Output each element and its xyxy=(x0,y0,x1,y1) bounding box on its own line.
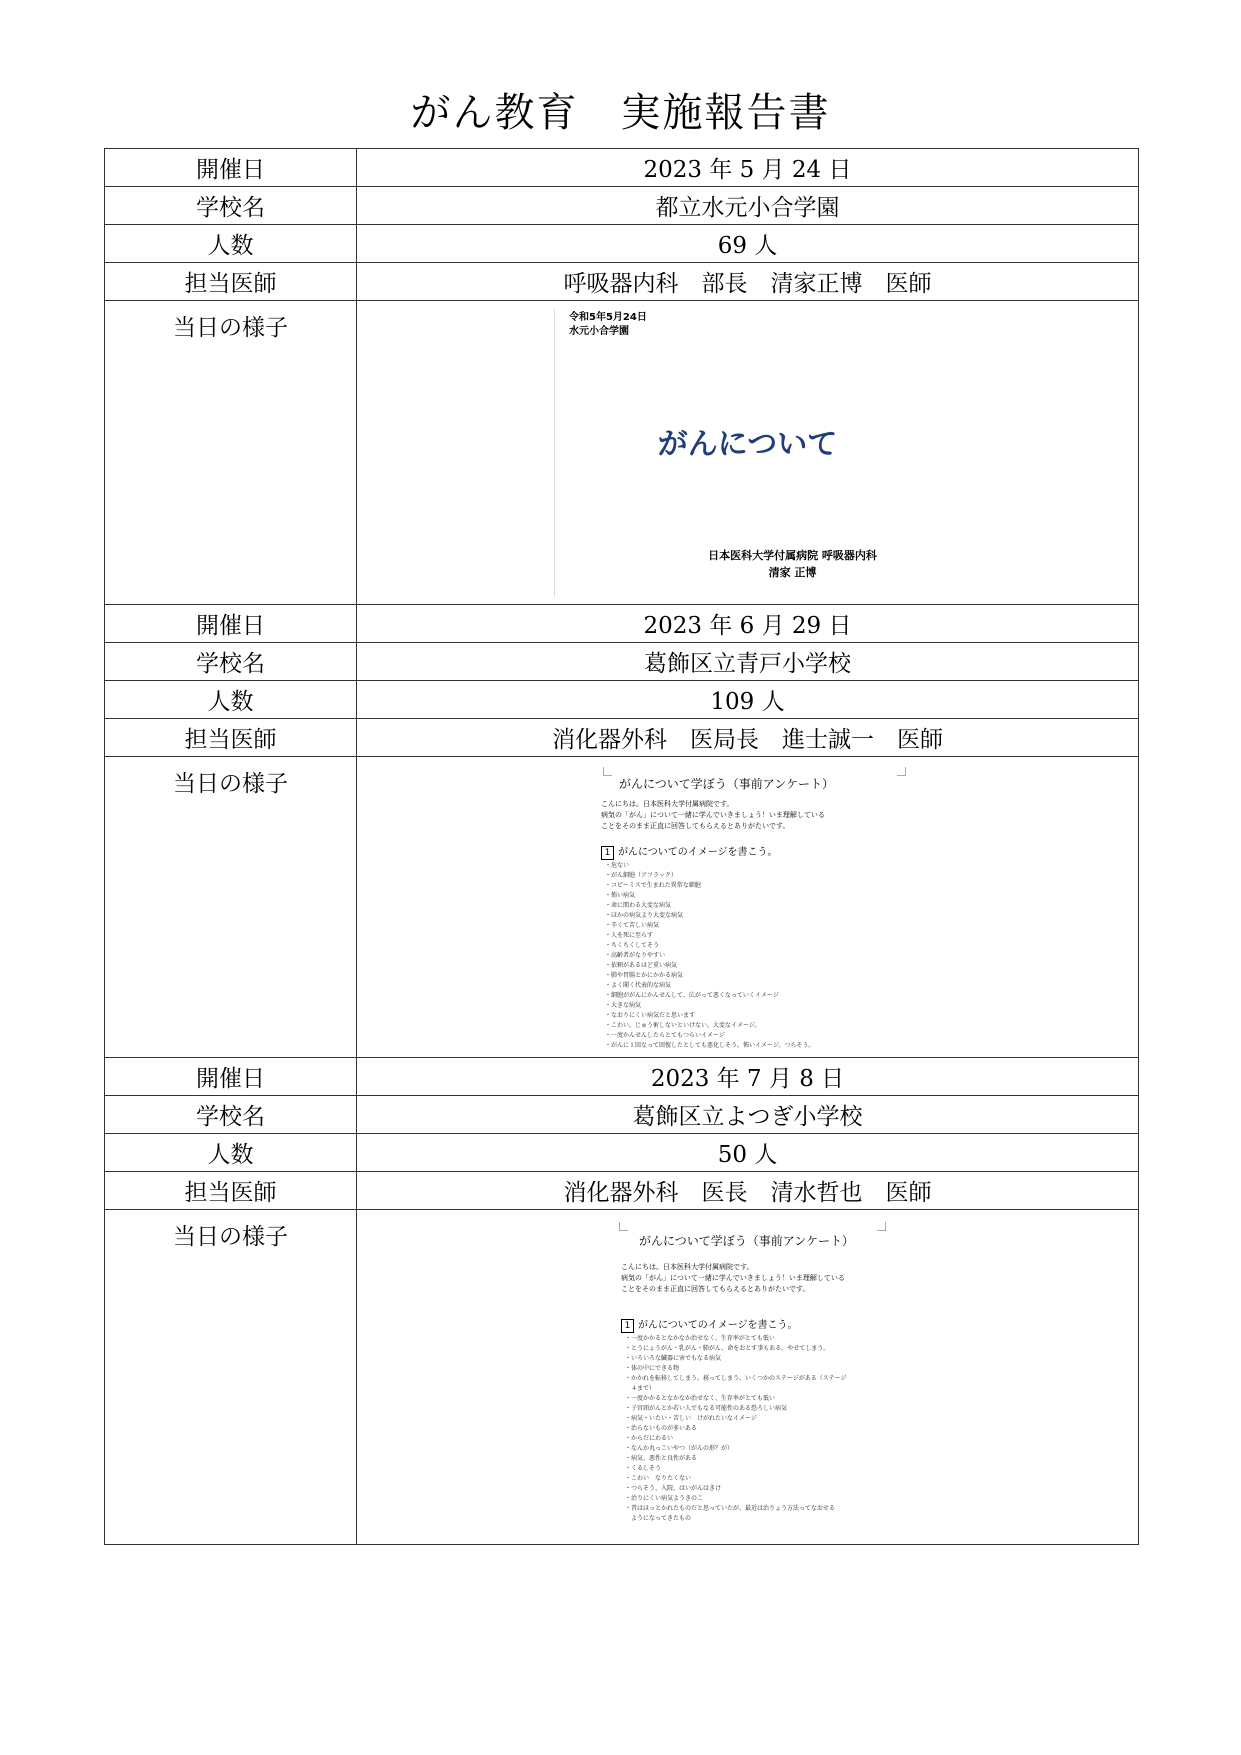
list-item: ・ちくちくしてそう xyxy=(605,942,660,949)
label-situation: 当日の様子 xyxy=(105,757,357,1058)
situation-image-2 xyxy=(357,757,1139,1058)
label-count: 人数 xyxy=(105,1134,357,1172)
table-row-doctor-2 xyxy=(105,719,1139,757)
question-number: 1 xyxy=(621,1319,634,1333)
list-item: ・高齢者がなりやすい xyxy=(605,952,666,959)
survey-intro-line: こんにちは。日本医科大学付属病院です。 xyxy=(601,800,734,808)
title-slide xyxy=(357,301,1138,604)
list-item: ・がんに１回なって回復したとしても悪化しそう。怖いイメージ。つらそう。 xyxy=(605,1042,815,1049)
list-item: ・人を死に至らす xyxy=(605,932,654,939)
table-row-school-3 xyxy=(105,1096,1139,1134)
list-item: ・コピーミスで生まれた異常な細胞 xyxy=(605,882,701,889)
table-row-school-2 xyxy=(105,643,1139,681)
table-row-count-1 xyxy=(105,225,1139,263)
value-date-1: 2023 年 5 月 24 日 xyxy=(357,149,1139,187)
list-item: ・つらそう、入院、はいがんはきけ xyxy=(625,1485,722,1492)
slide-affiliation: 日本医科大学付属病院 呼吸器内科 xyxy=(708,549,877,562)
slide-title: がんについて xyxy=(657,427,838,462)
table-row-situation-3 xyxy=(105,1210,1139,1545)
list-item: ・からだにわるい xyxy=(625,1435,674,1442)
table-row-count-2 xyxy=(105,681,1139,719)
list-item: ４まで） xyxy=(625,1385,656,1392)
list-item: ・ほかの病気より大変な病気 xyxy=(605,912,684,919)
table-row-situation-1 xyxy=(105,301,1139,605)
page-corner-mark xyxy=(877,1222,886,1231)
list-item: ・よく聞く代表的な病気 xyxy=(605,982,672,989)
slide-date-line: 令和5年5月24日 xyxy=(569,312,647,323)
survey-intro xyxy=(601,799,825,832)
list-item: ・一度かんせんしたらとてもつらいイメージ xyxy=(605,1032,725,1039)
list-item: ・危ない xyxy=(605,862,630,869)
list-item: ・病気・いたい・苦しい けがれたいなイメージ xyxy=(625,1415,757,1422)
value-school-1: 都立水元小合学園 xyxy=(357,187,1139,225)
situation-image-1 xyxy=(357,301,1139,605)
list-item: ・なんか丸っこいやつ（がんの形？が） xyxy=(625,1445,734,1452)
table-row-date-3 xyxy=(105,1058,1139,1096)
list-item: ・昔はほっとかれたものだと思っていたが、最近は治りょう方法ってなおせる xyxy=(625,1505,835,1512)
list-item: ・大きな病気 xyxy=(605,1002,642,1009)
list-item: ・子宮頸がんとか若い人でもなる可能性のある恐ろしい病気 xyxy=(625,1405,788,1412)
list-item: ・肺や胃腸とかにかかる病気 xyxy=(605,972,684,979)
survey-title: がんについて学ぼう（事前アンケート） xyxy=(619,777,835,791)
list-item: ・いろいろな臓器に害でもなる病気 xyxy=(625,1355,722,1362)
list-item: ・とうにょうがん・乳がん・肺がん、命をおとす事もある。やせてしまう。 xyxy=(625,1345,830,1352)
survey-page-1 xyxy=(357,757,1138,1057)
table-row-date-2 xyxy=(105,605,1139,643)
label-school: 学校名 xyxy=(105,643,357,681)
label-school: 学校名 xyxy=(105,1096,357,1134)
list-item: ・治りにくい病気ようきのこ xyxy=(625,1495,704,1502)
survey-intro xyxy=(621,1262,845,1295)
page-title: がん教育 実施報告書 xyxy=(410,90,831,136)
list-item: ・こわい。じゅう術しないといけない。大変なイメージ。 xyxy=(605,1022,761,1029)
value-date-3: 2023 年 7 月 8 日 xyxy=(357,1058,1139,1096)
list-item: ・体の中にできる物 xyxy=(625,1365,680,1372)
question-text: がんについてのイメージを書こう。 xyxy=(638,1320,798,1331)
page-corner-mark xyxy=(619,1222,628,1231)
slide-presenter: 清家 正博 xyxy=(768,566,817,579)
situation-image-3 xyxy=(357,1210,1139,1545)
label-situation: 当日の様子 xyxy=(105,1210,357,1545)
answer-list xyxy=(605,861,814,1051)
label-doctor: 担当医師 xyxy=(105,719,357,757)
survey-intro-line: 病気の「がん」について一緒に学んでいきましょう！いま理解している xyxy=(601,811,825,819)
page-corner-mark xyxy=(897,767,906,776)
label-school: 学校名 xyxy=(105,187,357,225)
label-date: 開催日 xyxy=(105,1058,357,1096)
value-doctor-2: 消化器外科 医局長 進士誠一 医師 xyxy=(357,719,1139,757)
survey-intro-line: こんにちは。日本医科大学付属病院です。 xyxy=(621,1263,754,1271)
list-item: ・命に関わる大変な病気 xyxy=(605,902,672,909)
list-item: ・なおりにくい病気だと思います xyxy=(605,1012,696,1019)
slide-school-line: 水元小合学園 xyxy=(569,326,629,337)
list-item: ・治らないものが多いある xyxy=(625,1425,698,1432)
survey-title: がんについて学ぼう（事前アンケート） xyxy=(639,1234,855,1248)
survey-intro-line: 病気の「がん」について一緒に学んでいきましょう！いま理解している xyxy=(621,1274,845,1282)
list-item: ・一度かかるとなかなか治せなく、生存率がとても低い xyxy=(625,1395,775,1402)
table-row-doctor-3 xyxy=(105,1172,1139,1210)
survey-page-2 xyxy=(357,1210,1138,1544)
survey-question xyxy=(601,843,778,860)
list-item: ・くるしそう xyxy=(625,1465,662,1472)
table-row-count-3 xyxy=(105,1134,1139,1172)
list-item: ・病気、悪性と良性がある xyxy=(625,1455,698,1462)
slide-footer xyxy=(357,547,1138,581)
list-item: ・がん細胞（アフラック） xyxy=(605,872,677,879)
label-situation: 当日の様子 xyxy=(105,301,357,605)
value-date-2: 2023 年 6 月 29 日 xyxy=(357,605,1139,643)
list-item: ・一度かかるとなかなか治せなく、生存率がとても低い xyxy=(625,1335,775,1342)
label-doctor: 担当医師 xyxy=(105,1172,357,1210)
value-count-2: 109 人 xyxy=(357,681,1139,719)
table-row-date-1 xyxy=(105,149,1139,187)
list-item: ・かかれを転移してしまう。移ってしまう。いくつかのステージがある（ステージ xyxy=(625,1375,847,1382)
label-date: 開催日 xyxy=(105,149,357,187)
table-row-doctor-1 xyxy=(105,263,1139,301)
table-row-situation-2 xyxy=(105,757,1139,1058)
list-item: ・依頼があるほど重い病気 xyxy=(605,962,678,969)
list-item: ・細胞ががんにかんせんして、広がって悪くなっていくイメージ xyxy=(605,992,779,999)
list-item: ・怖い病気 xyxy=(605,892,636,899)
survey-question xyxy=(621,1316,798,1333)
question-number: 1 xyxy=(601,846,614,860)
value-doctor-1: 呼吸器内科 部長 清家正博 医師 xyxy=(357,263,1139,301)
value-school-3: 葛飾区立よつぎ小学校 xyxy=(357,1096,1139,1134)
list-item: ようになってきたもの xyxy=(625,1515,692,1522)
value-doctor-3: 消化器外科 医長 清水哲也 医師 xyxy=(357,1172,1139,1210)
page-corner-mark xyxy=(603,767,612,776)
question-text: がんについてのイメージを書こう。 xyxy=(618,847,778,858)
survey-intro-line: ことをそのまま正直に回答してもらえるとありがたいです。 xyxy=(621,1285,810,1293)
survey-intro-line: ことをそのまま正直に回答してもらえるとありがたいです。 xyxy=(601,822,790,830)
value-school-2: 葛飾区立青戸小学校 xyxy=(357,643,1139,681)
label-count: 人数 xyxy=(105,681,357,719)
answer-list xyxy=(625,1334,847,1524)
label-doctor: 担当医師 xyxy=(105,263,357,301)
value-count-3: 50 人 xyxy=(357,1134,1139,1172)
report-table xyxy=(104,148,1139,1545)
list-item: ・こわい なりたくない xyxy=(625,1475,692,1482)
table-row-school-1 xyxy=(105,187,1139,225)
value-count-1: 69 人 xyxy=(357,225,1139,263)
label-date: 開催日 xyxy=(105,605,357,643)
slide-date-block xyxy=(569,311,647,339)
list-item: ・辛くて苦しい病気 xyxy=(605,922,660,929)
label-count: 人数 xyxy=(105,225,357,263)
